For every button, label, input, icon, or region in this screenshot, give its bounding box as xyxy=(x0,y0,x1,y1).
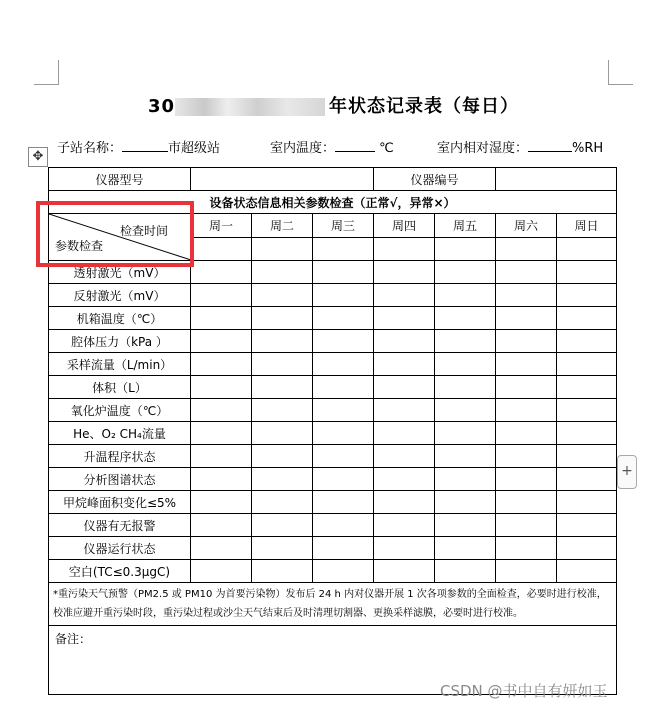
status-cell[interactable] xyxy=(374,376,435,399)
crop-mark-top-right xyxy=(608,60,633,85)
status-cell[interactable] xyxy=(557,445,617,468)
status-cell[interactable] xyxy=(313,261,374,284)
status-cell[interactable] xyxy=(557,537,617,560)
day-subcell[interactable] xyxy=(557,237,617,261)
day-subcell[interactable] xyxy=(374,237,435,261)
status-cell[interactable] xyxy=(557,353,617,376)
status-cell[interactable] xyxy=(435,514,496,537)
status-cell[interactable] xyxy=(374,330,435,353)
section-title: 设备状态信息相关参数检查（正常√，异常×） xyxy=(49,191,617,214)
status-cell[interactable] xyxy=(496,376,557,399)
status-cell[interactable] xyxy=(252,560,313,583)
document-title xyxy=(0,92,667,118)
status-cell[interactable] xyxy=(374,491,435,514)
note-text: *重污染天气预警（PM2.5 或 PM10 为首要污染物）发布后 24 h 内对仪器开展 1 次各项参数的全面检查，必要时进行校准，校准应避开重污染时段，重污染过程或沙尘天气结束后及时清理切割器、更换采样滤膜，必要时进行校准。 xyxy=(49,583,617,626)
param-label: 采样流量（L/min） xyxy=(49,353,191,376)
status-cell[interactable] xyxy=(252,284,313,307)
status-cell[interactable] xyxy=(435,376,496,399)
status-cell[interactable] xyxy=(496,422,557,445)
redacted-title-part xyxy=(175,98,325,116)
status-cell[interactable] xyxy=(191,537,252,560)
watermark: CSDN @书中自有妍如玉 xyxy=(440,682,608,700)
status-cell[interactable] xyxy=(191,399,252,422)
status-cell[interactable] xyxy=(435,330,496,353)
status-cell[interactable] xyxy=(313,376,374,399)
status-cell[interactable] xyxy=(557,514,617,537)
status-cell[interactable] xyxy=(374,468,435,491)
param-label: 甲烷峰面积变化≤5% xyxy=(49,491,191,514)
status-cell[interactable] xyxy=(496,284,557,307)
table-row xyxy=(49,399,617,422)
table-row xyxy=(49,445,617,468)
status-cell[interactable] xyxy=(496,307,557,330)
status-cell[interactable] xyxy=(557,307,617,330)
status-cell[interactable] xyxy=(313,560,374,583)
status-cell[interactable] xyxy=(252,422,313,445)
check-time-label: 检查时间 xyxy=(119,224,168,238)
param-check-label: 参数检查 xyxy=(55,239,104,253)
table-row xyxy=(49,560,617,583)
status-cell[interactable] xyxy=(191,468,252,491)
status-cell[interactable] xyxy=(435,560,496,583)
status-cell[interactable] xyxy=(374,514,435,537)
status-cell[interactable] xyxy=(191,261,252,284)
param-label: 仪器有无报警 xyxy=(49,514,191,537)
humidity-field: 室内相对湿度： %RH xyxy=(437,141,604,156)
status-cell[interactable] xyxy=(252,468,313,491)
day-header: 周一 xyxy=(191,214,252,238)
status-cell[interactable] xyxy=(313,491,374,514)
remark-cell[interactable]: 备注： xyxy=(49,626,617,695)
status-cell[interactable] xyxy=(191,445,252,468)
status-cell[interactable] xyxy=(252,445,313,468)
temperature-field: 室内温度： ℃ xyxy=(270,141,394,156)
status-cell[interactable] xyxy=(557,284,617,307)
status-cell[interactable] xyxy=(313,399,374,422)
status-cell[interactable] xyxy=(435,261,496,284)
status-cell[interactable] xyxy=(191,376,252,399)
param-label: 机箱温度（℃） xyxy=(49,307,191,330)
add-row-icon[interactable]: + xyxy=(617,455,637,489)
status-cell[interactable] xyxy=(496,514,557,537)
day-subcell[interactable] xyxy=(496,237,557,261)
status-cell[interactable] xyxy=(191,307,252,330)
status-cell[interactable] xyxy=(252,376,313,399)
status-cell[interactable] xyxy=(374,445,435,468)
status-cell[interactable] xyxy=(557,560,617,583)
title-text: 年状态记录表（每日） xyxy=(329,96,520,117)
status-cell[interactable] xyxy=(435,284,496,307)
number-label: 仪器编号 xyxy=(374,168,496,191)
status-cell[interactable] xyxy=(374,422,435,445)
param-label: 体积（L） xyxy=(49,376,191,399)
status-cell[interactable] xyxy=(313,514,374,537)
status-cell[interactable] xyxy=(557,422,617,445)
status-cell[interactable] xyxy=(252,353,313,376)
status-cell[interactable] xyxy=(557,261,617,284)
status-cell[interactable] xyxy=(496,445,557,468)
status-cell[interactable] xyxy=(496,537,557,560)
day-subcell[interactable] xyxy=(252,237,313,261)
day-header: 周日 xyxy=(557,214,617,238)
status-cell[interactable] xyxy=(252,307,313,330)
status-cell[interactable] xyxy=(374,537,435,560)
status-cell[interactable] xyxy=(557,376,617,399)
status-cell[interactable] xyxy=(374,399,435,422)
table-row xyxy=(49,468,617,491)
table-row xyxy=(49,353,617,376)
status-cell[interactable] xyxy=(191,422,252,445)
day-subcell[interactable] xyxy=(191,237,252,261)
table-row xyxy=(49,491,617,514)
status-cell[interactable] xyxy=(435,307,496,330)
param-label: 反射激光（mV） xyxy=(49,284,191,307)
status-cell[interactable] xyxy=(557,491,617,514)
status-cell[interactable] xyxy=(435,353,496,376)
status-cell[interactable] xyxy=(374,307,435,330)
station-field: 子站名称： 市超级站 xyxy=(57,141,221,156)
title-prefix: 30 xyxy=(147,96,176,117)
status-cell[interactable] xyxy=(557,468,617,491)
status-cell[interactable] xyxy=(313,468,374,491)
number-value-cell[interactable] xyxy=(496,168,617,191)
status-cell[interactable] xyxy=(252,261,313,284)
status-cell[interactable] xyxy=(313,445,374,468)
status-cell[interactable] xyxy=(435,468,496,491)
status-cell[interactable] xyxy=(313,422,374,445)
model-label: 仪器型号 xyxy=(49,168,191,191)
table-row xyxy=(49,422,617,445)
table-row xyxy=(49,284,617,307)
status-cell[interactable] xyxy=(435,445,496,468)
status-cell[interactable] xyxy=(496,399,557,422)
param-label: 腔体压力（kPa ） xyxy=(49,330,191,353)
param-label: 分析图谱状态 xyxy=(49,468,191,491)
status-cell[interactable] xyxy=(435,399,496,422)
status-cell[interactable] xyxy=(435,491,496,514)
model-value-cell[interactable] xyxy=(191,168,374,191)
day-header: 周三 xyxy=(313,214,374,238)
status-cell[interactable] xyxy=(374,284,435,307)
day-header: 周四 xyxy=(374,214,435,238)
status-cell[interactable] xyxy=(435,537,496,560)
status-cell[interactable] xyxy=(557,399,617,422)
status-cell[interactable] xyxy=(496,261,557,284)
status-cell[interactable] xyxy=(191,353,252,376)
status-cell[interactable] xyxy=(496,353,557,376)
status-cell[interactable] xyxy=(191,560,252,583)
param-label: 仪器运行状态 xyxy=(49,537,191,560)
status-cell[interactable] xyxy=(191,514,252,537)
param-label: 空白(TC≤0.3μgC) xyxy=(49,560,191,583)
day-subcell[interactable] xyxy=(435,237,496,261)
status-cell[interactable] xyxy=(374,353,435,376)
status-cell[interactable] xyxy=(191,284,252,307)
day-header: 周六 xyxy=(496,214,557,238)
status-cell[interactable] xyxy=(191,330,252,353)
table-row xyxy=(49,514,617,537)
status-cell[interactable] xyxy=(313,284,374,307)
table-row xyxy=(49,330,617,353)
status-cell[interactable] xyxy=(374,560,435,583)
param-label: 升温程序状态 xyxy=(49,445,191,468)
status-cell[interactable] xyxy=(496,560,557,583)
status-cell[interactable] xyxy=(496,330,557,353)
status-cell[interactable] xyxy=(313,537,374,560)
status-cell[interactable] xyxy=(252,330,313,353)
day-subcell[interactable] xyxy=(313,237,374,261)
highlight-box xyxy=(36,201,194,267)
status-cell[interactable] xyxy=(435,422,496,445)
day-header: 周五 xyxy=(435,214,496,238)
table-row xyxy=(49,307,617,330)
table-row xyxy=(49,537,617,560)
status-cell[interactable] xyxy=(313,353,374,376)
table-row xyxy=(49,583,617,626)
status-cell[interactable] xyxy=(496,468,557,491)
status-cell[interactable] xyxy=(252,537,313,560)
param-label: He、O₂ CH₄流量 xyxy=(49,422,191,445)
param-label: 氧化炉温度（℃） xyxy=(49,399,191,422)
crop-mark-top-left xyxy=(34,60,59,85)
status-cell[interactable] xyxy=(252,514,313,537)
status-cell[interactable] xyxy=(252,399,313,422)
status-cell[interactable] xyxy=(557,330,617,353)
status-cell[interactable] xyxy=(252,491,313,514)
day-header: 周二 xyxy=(252,214,313,238)
status-cell[interactable] xyxy=(191,491,252,514)
status-cell[interactable] xyxy=(313,330,374,353)
table-row xyxy=(49,376,617,399)
param-label: 透射激光（mV） xyxy=(49,261,191,284)
move-handle-icon[interactable]: ✥ xyxy=(28,147,48,167)
status-cell[interactable] xyxy=(374,261,435,284)
status-cell[interactable] xyxy=(313,307,374,330)
status-cell[interactable] xyxy=(496,491,557,514)
